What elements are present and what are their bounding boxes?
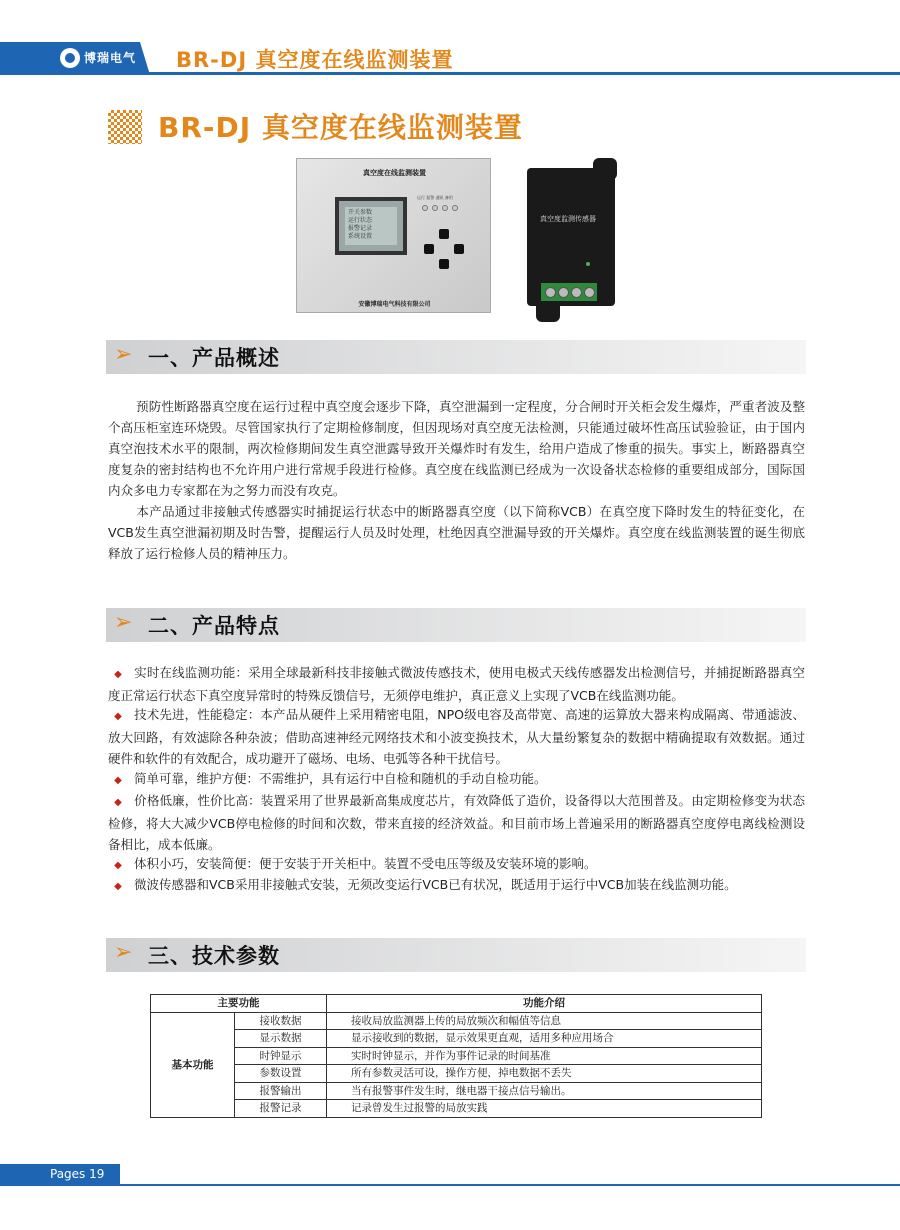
bullet-diamond-icon: ◆ (114, 669, 122, 680)
table-cell-desc: 所有参数灵活可设，操作方便，掉电数据不丢失 (327, 1065, 762, 1083)
table-cell-name: 显示数据 (235, 1030, 327, 1048)
company-logo-text: 博瑞电气 (84, 51, 137, 65)
monitor-keypad (424, 229, 464, 269)
monitor-device-image (296, 158, 491, 313)
monitor-led-row (422, 205, 462, 215)
lcd-line: 报警记录 (348, 225, 373, 232)
overview-text: 预防性断路器真空度在运行过程中真空度会逐步下降，真空泄漏到一定程度，分合闸时开关柜会发生爆炸，严重者波及整个高压柜室连环烧毁。尽管国家执行了定期检修制度，但因现场对真空度无法检测，只能通过破坏性高压试验验证，由于国内真空泡技术水平的限制，两次检修期间发生真空泄露导致开关爆炸时有发生，给用户造成了惨重的损失。事实上，断路器真空度复杂的密封结构也不允许用户进行常规手段进行检修。真空度在线监测已经成为一次设备状态检修的重要组成部分，国际国内众多电力专家都在为之努力而没有攻克。 (108, 399, 805, 498)
page-number: Pages 19 (0, 1164, 120, 1184)
sensor-terminal-block (541, 283, 597, 301)
feature-item (108, 874, 805, 897)
table-row (151, 1012, 762, 1030)
overview-text: 本产品通过非接触式传感器实时捕捉运行状态中的断路器真空度（以下简称VCB）在真空度下降时发生的特征变化，在VCB发生真空泄漏初期及时告警，提醒运行人员及时处理，杜绝因真空泄漏导致的开关爆炸。真空度在线监测装置的诞生彻底释放了运行检修人员的精神压力。 (108, 504, 805, 561)
section-header-params (106, 938, 806, 972)
terminal-screw-icon (545, 287, 556, 298)
overview-paragraph (108, 501, 805, 564)
table-header-row (151, 995, 762, 1013)
table-cell-name: 时钟显示 (235, 1047, 327, 1065)
sensor-device-label: 真空度监测传感器 (540, 215, 596, 223)
feature-item (108, 790, 805, 855)
table-cell-desc: 实时时钟显示，并作为事件记录的时间基准 (327, 1047, 762, 1065)
table-cell-desc: 当有报警事件发生时，继电器干接点信号输出。 (327, 1082, 762, 1100)
monitor-device-footer: 安徽博瑞电气科技有限公司 (358, 301, 431, 308)
lcd-line: 运行状态 (348, 217, 373, 224)
led-indicator-icon (432, 205, 438, 211)
section-header-overview (106, 340, 806, 374)
table-cell-desc: 记录曾发生过报警的局放实践 (327, 1100, 762, 1118)
bullet-diamond-icon: ◆ (114, 881, 122, 892)
feature-text: 微波传感器和VCB采用非接触式安装，无须改变运行VCB已有状况，既适用于运行中VCB加装在线监测功能。 (134, 877, 737, 892)
bullet-diamond-icon: ◆ (114, 797, 122, 808)
table-cell-name: 报警记录 (235, 1100, 327, 1118)
section-arrow-icon: ➢ (114, 610, 133, 635)
section-title: 三、技术参数 (148, 944, 280, 968)
section-arrow-icon: ➢ (114, 940, 133, 965)
monitor-device-title: 真空度在线监测装置 (363, 169, 426, 177)
table-row (151, 1047, 762, 1065)
table-cell-desc: 显示接收到的数据，显示效果更直观，适用多种应用场合 (327, 1030, 762, 1048)
monitor-led-labels (417, 195, 477, 201)
monitor-lcd-content (345, 207, 397, 245)
lcd-line: 开关参数 (348, 209, 373, 216)
table-header-desc: 功能介绍 (327, 995, 762, 1013)
title-pattern-icon (108, 110, 142, 144)
feature-text: 简单可靠，维护方便：不需维护，具有运行中自检和随机的手动自检功能。 (134, 771, 547, 786)
section-header-features (106, 608, 806, 642)
led-indicator-icon (452, 205, 458, 211)
led-label: 备用 (444, 195, 453, 200)
table-row (151, 1065, 762, 1083)
page-title: BR-DJ 真空度在线监测装置 (158, 111, 523, 144)
table-header-main: 主要功能 (151, 995, 327, 1013)
keypad-right-icon (454, 244, 464, 254)
table-cell-name: 参数设置 (235, 1065, 327, 1083)
section-title: 二、产品特点 (148, 614, 280, 638)
table-cell-name: 接收数据 (235, 1012, 327, 1030)
feature-item (108, 662, 805, 706)
sensor-led-icon (586, 262, 590, 266)
header-title: BR-DJ 真空度在线监测装置 (176, 48, 454, 72)
feature-item (108, 853, 805, 876)
section-title: 一、产品概述 (148, 346, 280, 370)
feature-text: 价格低廉，性价比高：装置采用了世界最新高集成度芯片，有效降低了造价，设备得以大范围普及。由定期检修变为状态检修，将大大减少VCB停电检修的时间和次数，带来直接的经济效益。和目前市场上普遍采用的断路器真空度停电离线检测设备相比，成本低廉。 (108, 793, 805, 852)
footer-rule (0, 1184, 900, 1186)
led-label: 运行 (417, 195, 425, 200)
feature-item (108, 704, 805, 769)
params-table (150, 994, 762, 1118)
terminal-screw-icon (584, 287, 595, 298)
table-row (151, 1100, 762, 1118)
monitor-lcd-screen (335, 197, 407, 255)
feature-item (108, 768, 805, 791)
terminal-screw-icon (558, 287, 569, 298)
lcd-line: 系统设置 (348, 233, 373, 240)
bullet-diamond-icon: ◆ (114, 775, 122, 786)
keypad-up-icon (439, 229, 449, 239)
table-cell-name: 报警输出 (235, 1082, 327, 1100)
led-indicator-icon (442, 205, 448, 211)
section-arrow-icon: ➢ (114, 342, 133, 367)
table-cell-desc: 接收局放监测器上传的局放频次和幅值等信息 (327, 1012, 762, 1030)
table-group-cell: 基本功能 (151, 1012, 235, 1117)
overview-paragraph (108, 396, 805, 501)
led-label: 报警 (426, 195, 435, 200)
bullet-diamond-icon: ◆ (114, 711, 122, 722)
feature-text: 实时在线监测功能：采用全球最新科技非接触式微波传感技术，使用电极式天线传感器发出检测信号，并捕捉断路器真空度正常运行状态下真空度异常时的特殊反馈信号，无须停电维护，真正意义上实现了VCB在线监测功能。 (108, 665, 805, 703)
keypad-left-icon (424, 244, 434, 254)
feature-text: 体积小巧，安装简便：便于安装于开关柜中。装置不受电压等级及安装环境的影响。 (134, 856, 597, 871)
led-label: 通讯 (435, 195, 444, 200)
terminal-screw-icon (571, 287, 582, 298)
keypad-down-icon (439, 259, 449, 269)
table-row (151, 1082, 762, 1100)
company-logo-icon (60, 48, 80, 68)
bullet-diamond-icon: ◆ (114, 860, 122, 871)
led-indicator-icon (422, 205, 428, 211)
table-row (151, 1030, 762, 1048)
feature-text: 技术先进，性能稳定：本产品从硬件上采用精密电阻，NPO级电容及高带宽、高速的运算放大器来构成隔离、带通滤波、放大回路，有效滤除各种杂波；借助高速神经元网络技术和小波变换技术，从大量纷繁复杂的数据中精确提取有效数据。通过硬件和软件的有效配合，成功避开了磁场、电场、电弧等各种干扰信号。 (108, 707, 805, 766)
